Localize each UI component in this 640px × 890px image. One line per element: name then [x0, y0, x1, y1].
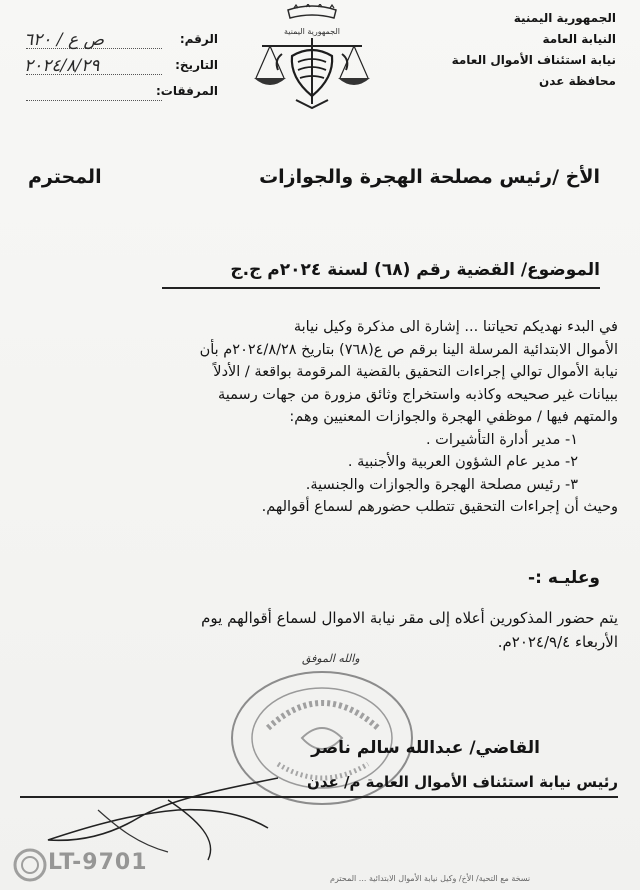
body-line: الأموال الابتدائية المرسلة الينا برقم ص ع(٧٦٨) بتاريخ ٢٠٢٤/٨/٢٨م بأن — [199, 341, 618, 358]
decision-line: يتم حضور المذكورين أعلاه إلى مقر نيابة الاموال لسماع أقوالهم يوم — [201, 609, 618, 627]
body-line: في البدء نهديكم تحياتنا ... إشارة الى مذكرة وكيل نيابة — [293, 319, 618, 335]
attachments-label: المرفقات: — [156, 84, 218, 98]
wa-alaih-heading: وعليـه :- — [528, 568, 600, 588]
addressee-name: الأخ /رئيس مصلحة الهجرة والجوازات — [259, 166, 600, 188]
list-item: ٢- مدير عام الشؤون العربية والأجنبية . — [347, 454, 578, 470]
addressee — [20, 166, 600, 196]
footer-copy-line: نسخة مع التحية/ الأخ/ وكيل نيابة الأموال الابتدائية ... المحترم — [330, 874, 531, 883]
decision-text — [18, 606, 618, 654]
body-line: والمتهم فيها / موظفي الهجرة والجوازات المعنيين وهم: — [289, 409, 618, 425]
closing-phrase: والله الموفق — [302, 652, 360, 665]
list-item: ٣- رئيس مصلحة الهجرة والجوازات والجنسية. — [305, 476, 578, 493]
date-value: ٢٠٢٤/٨/٢٩ — [24, 56, 100, 76]
date-row — [18, 56, 218, 82]
svg-text:الجمهورية اليمنية: الجمهورية اليمنية — [283, 27, 341, 36]
watermark-seal-icon — [12, 847, 48, 883]
reference-block — [18, 30, 218, 108]
ref-number-value: ص ع / ٦٢٠ — [24, 30, 105, 50]
ref-number-label: الرقم: — [179, 32, 218, 46]
addressee-respect: المحترم — [28, 166, 102, 188]
list-item: ١- مدير أدارة التأشيرات . — [425, 431, 578, 448]
authority-line-2: النيابة العامة — [542, 32, 616, 46]
watermark — [12, 846, 188, 884]
issuing-authority — [416, 8, 616, 92]
yemen-eagle-emblem-icon — [248, 4, 376, 124]
authority-line-4: محافظة عدن — [539, 74, 616, 88]
authority-line-3: نيابة استئناف الأموال العامة — [451, 53, 616, 67]
body-line: نيابة الأموال توالي إجراءات التحقيق بالقضية المرقومة بواقعة / الأدلاً — [213, 364, 618, 380]
closing-line: وحيث أن إجراءات التحقيق تتطلب حضورهم لسماع أقوالهم. — [261, 499, 618, 515]
body-line: ببيانات غير صحيحه وكاذبه واستخراج وثائق مزورة من جهات رسمية — [218, 386, 618, 403]
ref-number-row — [18, 30, 218, 56]
decision-line: الأربعاء ٢٠٢٤/٩/٤م. — [497, 633, 618, 651]
letter-body — [18, 316, 618, 519]
signatory-title: رئيس نيابة استئناف الأموال العامة م/ عدن — [307, 773, 618, 791]
attachments-row — [18, 82, 218, 108]
watermark-text: LT-9701 — [48, 850, 148, 875]
date-label: التاريخ: — [175, 58, 218, 72]
subject-line: الموضوع/ القضية رقم (٦٨) لسنة ٢٠٢٤م ج.ج — [230, 260, 600, 280]
signatory-name: القاضي/ عبدالله سالم ناصر — [311, 738, 540, 758]
authority-line-1: الجمهورية اليمنية — [513, 11, 616, 25]
subject-underline — [162, 287, 600, 289]
